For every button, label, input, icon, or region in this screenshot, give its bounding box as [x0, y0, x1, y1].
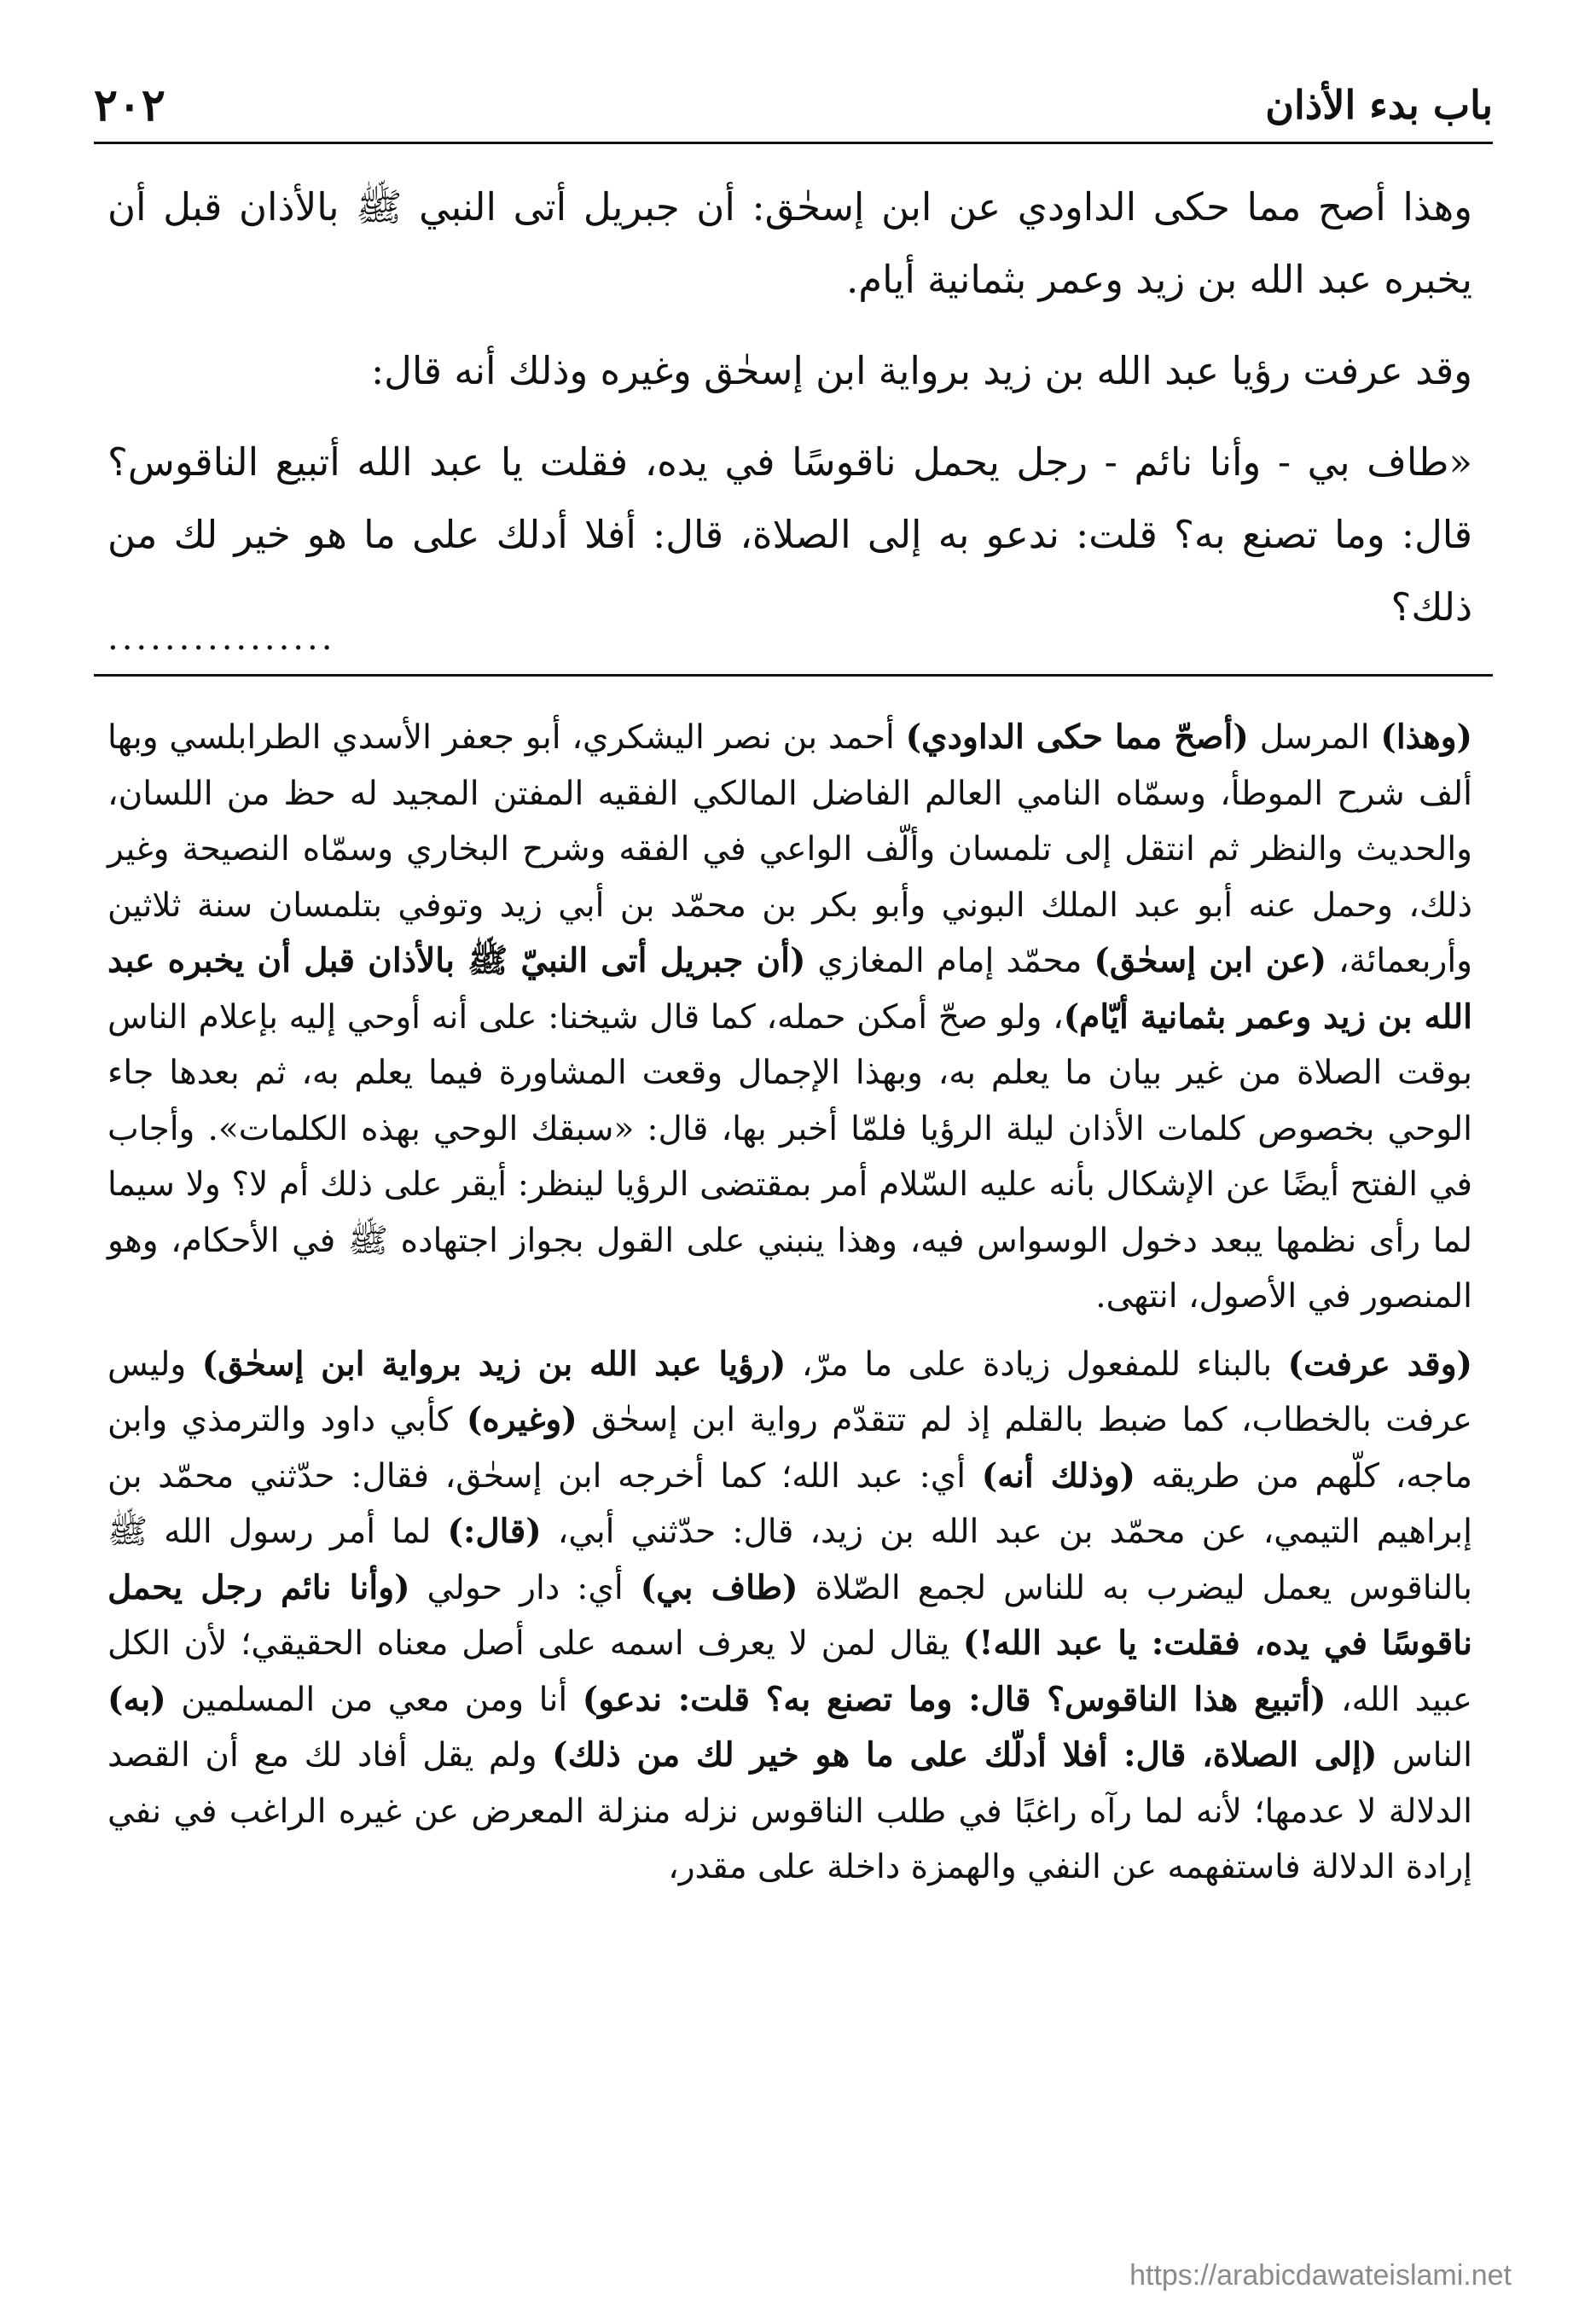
- main-text-paragraph: «طاف بي - وأنا نائم - رجل يحمل ناقوسًا في يده، فقلت يا عبد الله أتبيع الناقوس؟ قال: وما تصنع به؟ قلت: ندعو به إلى الصلاة، قال: أفلا أدلك على ما هو خير لك من ذلك؟: [107, 439, 1472, 630]
- running-title: باب بدء الأذان: [1265, 82, 1493, 128]
- commentary-paragraph: [107, 1337, 1472, 1896]
- quoted-phrase: (رؤيا عبد الله بن زيد برواية ابن إسحٰق): [201, 1344, 786, 1384]
- commentary-span: أي: عبد الله؛ كما أخرجه ابن إسحٰق، فقال: حدّثني محمّد بن إبراهيم التيمي، عن محمّد بن عبد الله بن زيد، قال: حدّثني أبي،: [107, 1456, 1473, 1551]
- quoted-phrase: (وغيره): [466, 1400, 578, 1439]
- section-divider: [94, 674, 1493, 677]
- commentary-span: أحمد بن نصر اليشكري، أبو جعفر الأسدي الطرابلسي وبها ألف شرح الموطأ، وسمّاه النامي العالم الفاضل المالكي الفقيه المفتن المجيد له حظ من اللسان، والحديث والنظر ثم انتقل إلى تلمسان وألّف الواعي في الفقه وشرح البخاري وسمّاه النصيحة وغير ذلك، وحمل عنه أبو عبد الملك البوني وأبو بكر بن محمّد بن أبي زيد وتوفي بتلمسان سنة ثلاثين وأربعمائة،: [107, 718, 1472, 980]
- quoted-phrase: (أصحّ مما حكى الداودي): [905, 718, 1249, 757]
- quoted-phrase: (وهذا): [1380, 718, 1472, 757]
- commentary-span: وليس عرفت بالخطاب، كما ضبط بالقلم إذ لم تتقدّم رواية ابن إسحٰق: [107, 1345, 1472, 1439]
- commentary-span: كأبي داود والترمذي وابن ماجه، كلّهم من طريقه: [107, 1401, 1472, 1496]
- main-text-paragraph: وهذا أصح مما حكى الداودي عن ابن إسحٰق: أن جبريل أتى النبي ﷺ بالأذان قبل أن يخبره عبد الله بن زيد وعمر بثمانية أيام.: [107, 184, 1472, 302]
- page-number: ٢٠٢: [94, 78, 165, 131]
- quoted-phrase: (وقد عرفت): [1287, 1344, 1472, 1384]
- commentary-paragraph: [107, 710, 1472, 1325]
- commentary-span: المرسل: [1248, 718, 1381, 757]
- commentary-span: أي: دار حولي: [409, 1568, 641, 1607]
- commentary-span: لما أمر رسول الله ﷺ بالناقوس يعمل ليضرب به للناس لجمع الصّلاة: [107, 1513, 1473, 1607]
- commentary-text: [107, 710, 1472, 1908]
- continuation-dots: ................: [107, 619, 336, 658]
- main-text: [107, 171, 1472, 662]
- quoted-phrase: (طاف بي): [640, 1567, 798, 1607]
- commentary-span: محمّد إمام المغازي: [805, 942, 1094, 980]
- quoted-phrase: (به): [107, 1679, 166, 1719]
- commentary-span: بالبناء للمفعول زيادة على ما مرّ،: [786, 1345, 1288, 1384]
- quoted-phrase: (أن جبريل أتى النبيّ ﷺ بالأذان قبل أن يخبره عبد الله بن زيد وعمر بثمانية أيّام): [107, 941, 1472, 1037]
- main-text-paragraph: وقد عرفت رؤيا عبد الله بن زيد برواية ابن إسحٰق وغيره وذلك أنه قال:: [370, 348, 1472, 393]
- quoted-phrase: (قال:): [447, 1512, 542, 1551]
- quoted-phrase: (وذلك أنه): [981, 1455, 1135, 1496]
- commentary-span: ، ولو صحّ أمكن حمله، كما قال شيخنا: على أنه أوحي إليه بإعلام الناس بوقت الصلاة من غير بيان ما يعلم به، وبهذا الإجمال وقعت المشاورة فيما يعلم به، ثم بعدها جاء الوحي بخصوص كلمات الأذان ليلة الرؤيا فلمّا أخبر بها، قال: «سبقك الوحي بهذه الكلمات». وأجاب في الفتح أيضًا عن الإشكال بأنه عليه السّلام أمر بمقتضى الرؤيا لينظر: أيقر على ذلك أم لا؟ ولا سيما لما رأى نظمها يبعد دخول الوسواس فيه، وهذا ينبني على القول بجواز اجتهاده ﷺ في الأحكام، وهو المنصور في الأصول، انتهى.: [107, 997, 1472, 1316]
- quoted-phrase: (وأنا نائم رجل يحمل ناقوسًا في يده، فقلت: يا عبد الله!): [107, 1567, 1472, 1663]
- quoted-phrase: (عن ابن إسحٰق): [1094, 941, 1327, 980]
- commentary-span: أنا ومن معي من المسلمين: [165, 1680, 583, 1719]
- commentary-span: الناس: [1377, 1736, 1472, 1775]
- quoted-phrase: (إلى الصلاة، قال: أفلا أدلّك على ما هو خير لك من ذلك): [552, 1735, 1378, 1775]
- quoted-phrase: (أتبيع هذا الناقوس؟ قال: وما تصنع به؟ قلت: ندعو): [582, 1679, 1326, 1719]
- header-rule: [94, 142, 1493, 144]
- page-header: [94, 75, 1493, 135]
- commentary-span: يقال لمن لا يعرف اسمه على أصل معناه الحقيقي؛ لأن الكل عبيد الله،: [107, 1624, 1472, 1719]
- commentary-span: ولم يقل أفاد لك مع أن القصد الدلالة لا عدمها؛ لأنه لما رآه راغبًا في طلب الناقوس نزله منزلة المعرض عن غيره الراغب في نفي إرادة الدلالة فاستفهمه عن النفي والهمزة داخلة على مقدر،: [107, 1736, 1472, 1886]
- source-watermark: https://arabicdawateislami.net: [1129, 2259, 1512, 2292]
